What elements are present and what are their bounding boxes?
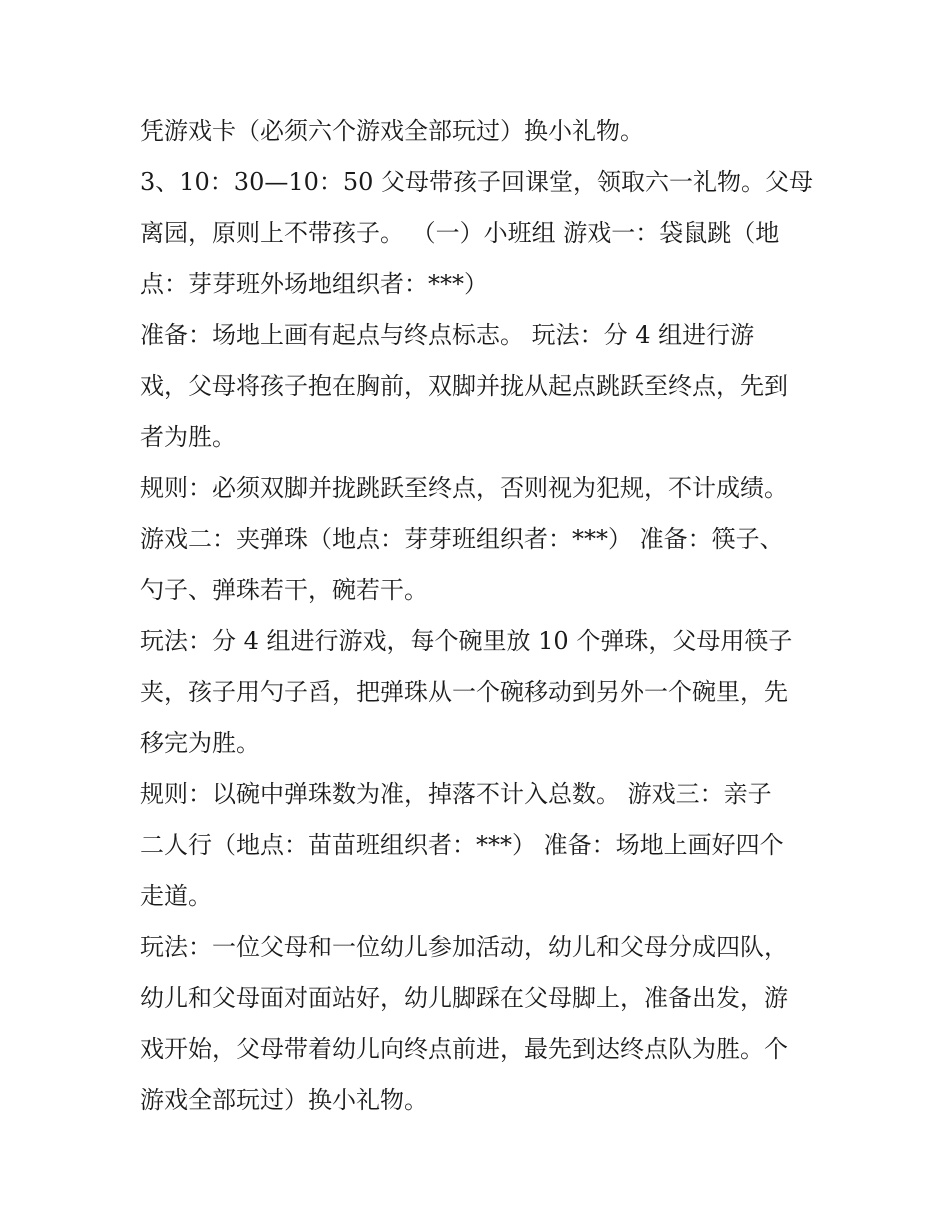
text-line: 离园，原则上不带孩子。 （一）小班组 游戏一：袋鼠跳（地: [140, 219, 780, 247]
text-line: 夹，孩子用勺子舀，把弹珠从一个碗移动到另外一个碗里，先: [140, 678, 788, 706]
text-line: 游戏二：夹弹珠（地点：芽芽班组织者：***） 准备：筷子、: [140, 525, 784, 553]
text-line: 游戏全部玩过）换小礼物。: [140, 1086, 428, 1114]
text-line: 准备：场地上画有起点与终点标志。 玩法：分 4 组进行游: [140, 321, 755, 349]
text-line: 规则：必须双脚并拢跳跃至终点，否则视为犯规，不计成绩。: [140, 474, 788, 502]
text-line: 勺子、弹珠若干，碗若干。: [140, 576, 428, 604]
text-line: 点：芽芽班外场地组织者：***）: [140, 270, 488, 298]
text-line: 3、10：30—10：50 父母带孩子回课堂，领取六一礼物。父母: [140, 168, 814, 196]
text-line: 幼儿和父母面对面站好，幼儿脚踩在父母脚上，准备出发，游: [140, 984, 788, 1012]
text-line: 规则：以碗中弹珠数为准，掉落不计入总数。 游戏三：亲子: [140, 780, 772, 808]
text-line: 戏，父母将孩子抱在胸前，双脚并拢从起点跳跃至终点，先到: [140, 372, 788, 400]
text-line: 者为胜。: [140, 423, 236, 451]
text-line: 戏开始，父母带着幼儿向终点前进，最先到达终点队为胜。个: [140, 1035, 788, 1063]
text-line: 走道。: [140, 882, 212, 910]
text-line: 玩法：分 4 组进行游戏，每个碗里放 10 个弹珠，父母用筷子: [140, 627, 793, 655]
text-line: 移完为胜。: [140, 729, 260, 757]
text-line: 玩法：一位父母和一位幼儿参加活动，幼儿和父母分成四队，: [140, 933, 788, 961]
document-body: [140, 106, 820, 1126]
text-line: 二人行（地点：苗苗班组织者：***） 准备：场地上画好四个: [140, 831, 784, 859]
text-line: 凭游戏卡（必须六个游戏全部玩过）换小礼物。: [140, 117, 644, 145]
